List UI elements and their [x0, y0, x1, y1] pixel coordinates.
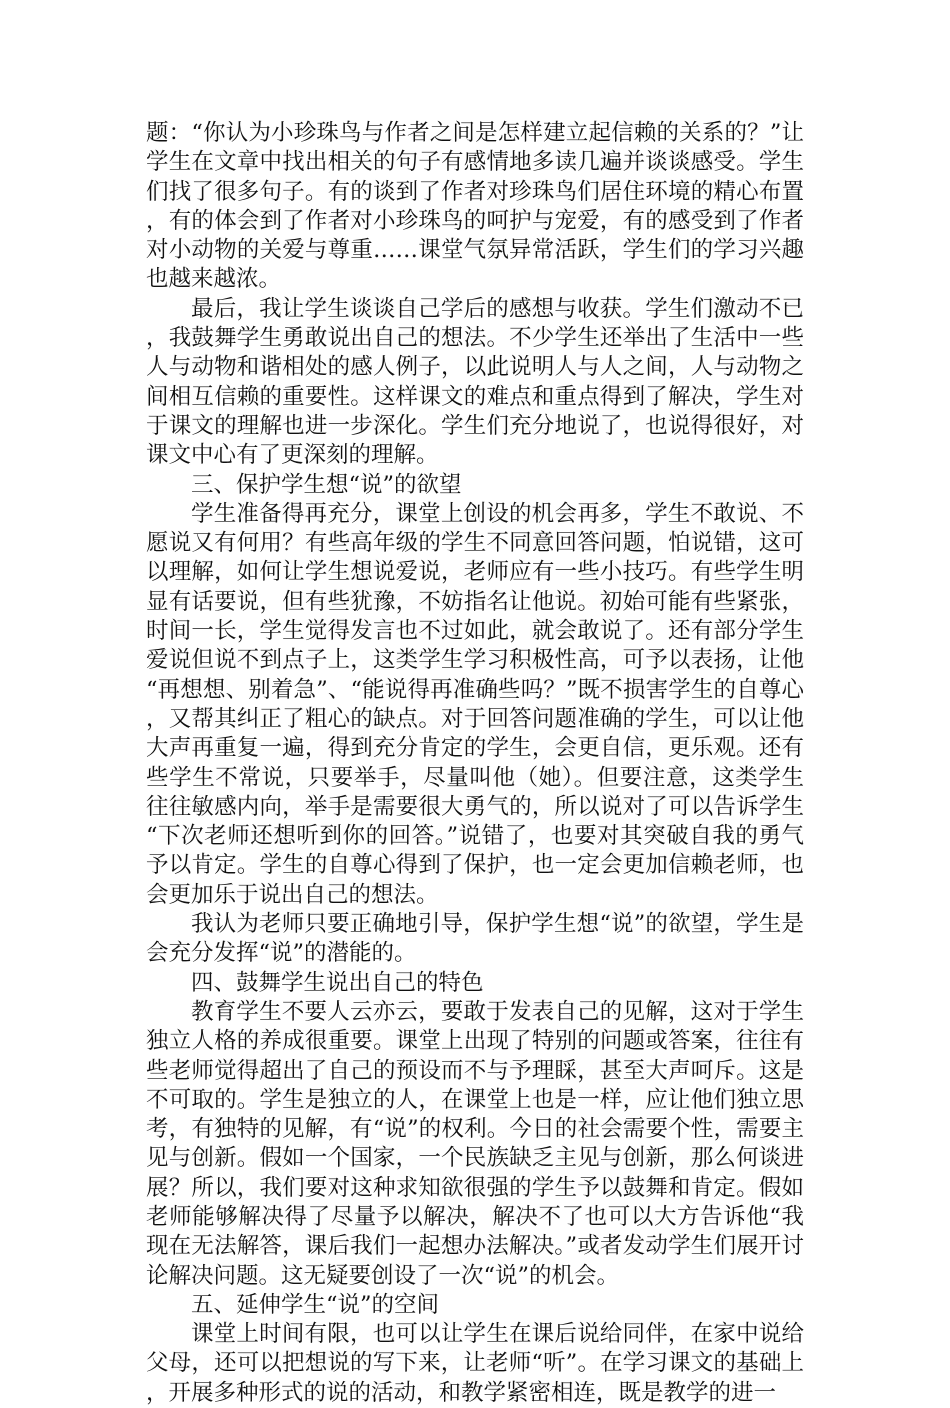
- section-heading-4: 四、鼓舞学生说出自己的特色: [191, 969, 484, 996]
- paragraph-conclusion: 我认为老师只要正确地引导，保护学生想“说”的欲望，学生是会充分发挥“说”的潜能的。: [146, 911, 804, 967]
- section-heading-5: 五、延伸学生“说”的空间: [191, 1291, 440, 1318]
- paragraph-reflection: 最后，我让学生谈谈自己学后的感想与收获。学生们激动不已，我鼓舞学生勇敢说出自己的想法。不少学生还举出了生活中一些人与动物和谐相处的感人例子，以此说明人与人之间，人与动物之间相互信赖的重要性。这样课文的难点和重点得到了解决，学生对于课文的理解也进一步深化。学生们充分地说了，也说得很好，对课文中心有了更深刻的理解。: [146, 295, 804, 469]
- document-page: [146, 119, 804, 1408]
- paragraph-protect-desire: 学生准备得再充分，课堂上创设的机会再多，学生不敢说、不愿说又有何用？有些高年级的学生不同意回答问题，怕说错，这可以理解，如何让学生想说爱说，老师应有一些小技巧。有些学生明显有话要说，但有些犹豫，不妨指名让他说。初始可能有些紧张，时间一长，学生觉得发言也不过如此，就会敢说了。还有部分学生爱说但说不到点子上，这类学生学习积极性高，可予以表扬，让他“再想想、别着急”、“能说得再准确些吗？”既不损害学生的自尊心，又帮其纠正了粗心的缺点。对于回答问题准确的学生，可以让他大声再重复一遍，得到充分肯定的学生，会更自信，更乐观。还有些学生不常说，只要举手，尽量叫他（她）。但要注意，这类学生往往敏感内向，举手是需要很大勇气的，所以说对了可以告诉学生“下次老师还想听到你的回答。”说错了，也要对其突破自我的勇气予以肯定。学生的自尊心得到了保护，也一定会更加信赖老师，也会更加乐于说出自己的想法。: [146, 500, 804, 908]
- paragraph-encourage-uniqueness: 教育学生不要人云亦云，要敢于发表自己的见解，这对于学生独立人格的养成很重要。课堂上出现了特别的问题或答案，往往有些老师觉得超出了自己的预设而不与予理睬，甚至大声呵斥。这是不可取的。学生是独立的人，在课堂上也是一样，应让他们独立思考，有独特的见解，有“说”的权利。今日的社会需要个性，需要主见与创新。假如一个国家，一个民族缺乏主见与创新，那么何谈进展？所以，我们要对这种求知欲很强的学生予以鼓舞和肯定。假如老师能够解决得了尽量予以解决，解决不了也可以大方告诉他“我现在无法解答，课后我们一起想办法解决。”或者发动学生们展开讨论解决问题。这无疑要创设了一次“说”的机会。: [146, 998, 804, 1289]
- paragraph-continuation: 题：“你认为小珍珠鸟与作者之间是怎样建立起信赖的关系的？”让学生在文章中找出相关的句子有感情地多读几遍并谈谈感受。学生们找了很多句子。有的谈到了作者对珍珠鸟们居住环境的精心布置，有的体会到了作者对小珍珠鸟的呵护与宠爱，有的感受到了作者对小动物的关爱与尊重……课堂气氛异常活跃，学生们的学习兴趣也越来越浓。: [146, 120, 804, 293]
- section-heading-3: 三、保护学生想“说”的欲望: [191, 471, 462, 498]
- paragraph-extend-space: 课堂上时间有限，也可以让学生在课后说给同伴，在家中说给父母，还可以把想说的写下来，让老师“听”。在学习课文的基础上，开展多种形式的说的活动，和教学紧密相连，既是教学的进一: [146, 1321, 804, 1406]
